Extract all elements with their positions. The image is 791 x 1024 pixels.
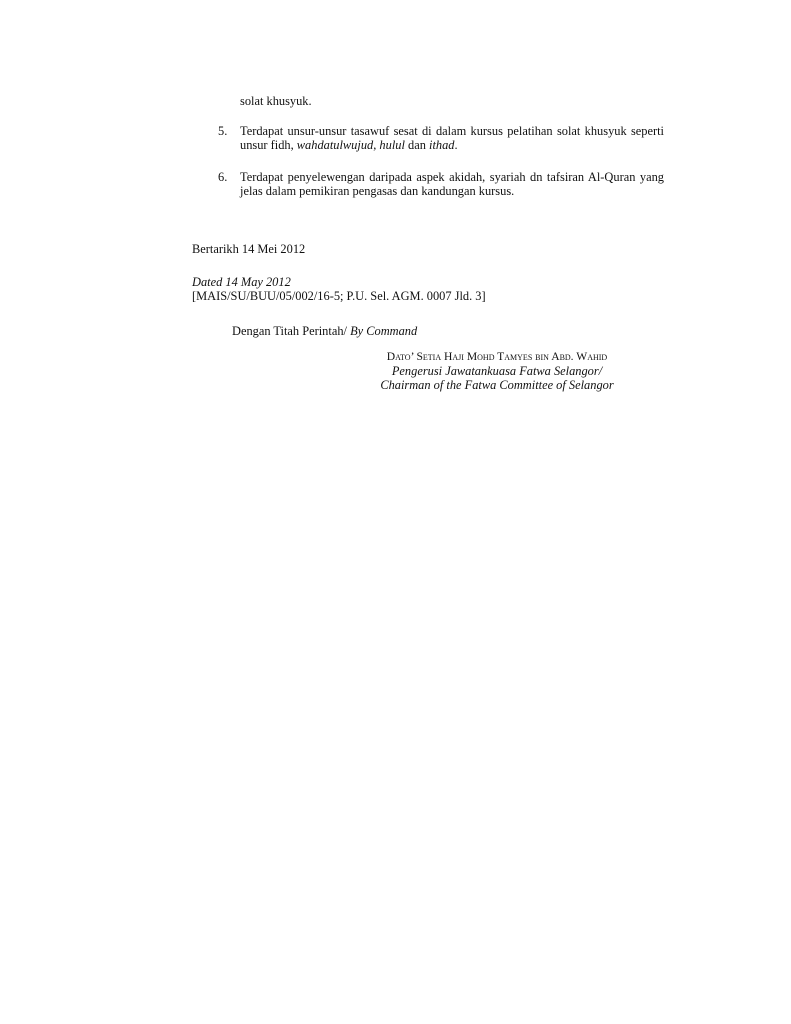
signature-block xyxy=(352,350,642,392)
term-wahdatulwujud: wahdatulwujud xyxy=(296,138,374,152)
term-ithad: ithad xyxy=(429,138,455,152)
command-malay: Dengan Titah Perintah/ xyxy=(232,324,351,338)
signatory-name: Dato’ Setia Haji Mohd Tamyes bin Abd. Wahid xyxy=(386,350,608,363)
list-item-5 xyxy=(192,124,664,152)
command-english: By Command xyxy=(350,324,418,338)
date-malay: Bertarikh 14 Mei 2012 xyxy=(192,242,306,256)
term-hulul: hulul xyxy=(379,138,405,152)
signatory-title-malay: Pengerusi Jawatankuasa Fatwa Selangor/ xyxy=(391,364,603,378)
list-item-text: Terdapat unsur-unsur tasawuf sesat di dalam kursus pelatihan solat khusyuk seperti unsur fidh, wahdatulwujud, hulul dan ithad. xyxy=(240,124,664,152)
signatory-title-english: Chairman of the Fatwa Committee of Selangor xyxy=(380,378,614,392)
list-item-number: 6. xyxy=(218,170,228,184)
command-line xyxy=(232,324,417,338)
list-item-text: Terdapat penyelewengan daripada aspek akidah, syariah dn tafsiran Al-Quran yang jelas dalam pemikiran pengasas dan kandungan kursus. xyxy=(240,170,664,198)
list-item-6 xyxy=(192,170,664,198)
list-item-number: 5. xyxy=(218,124,228,138)
continuation-text: solat khusyuk. xyxy=(240,94,312,108)
date-english: Dated 14 May 2012 xyxy=(192,275,291,289)
reference-number: [MAIS/SU/BUU/05/002/16-5; P.U. Sel. AGM. 0007 Jld. 3] xyxy=(192,289,486,303)
